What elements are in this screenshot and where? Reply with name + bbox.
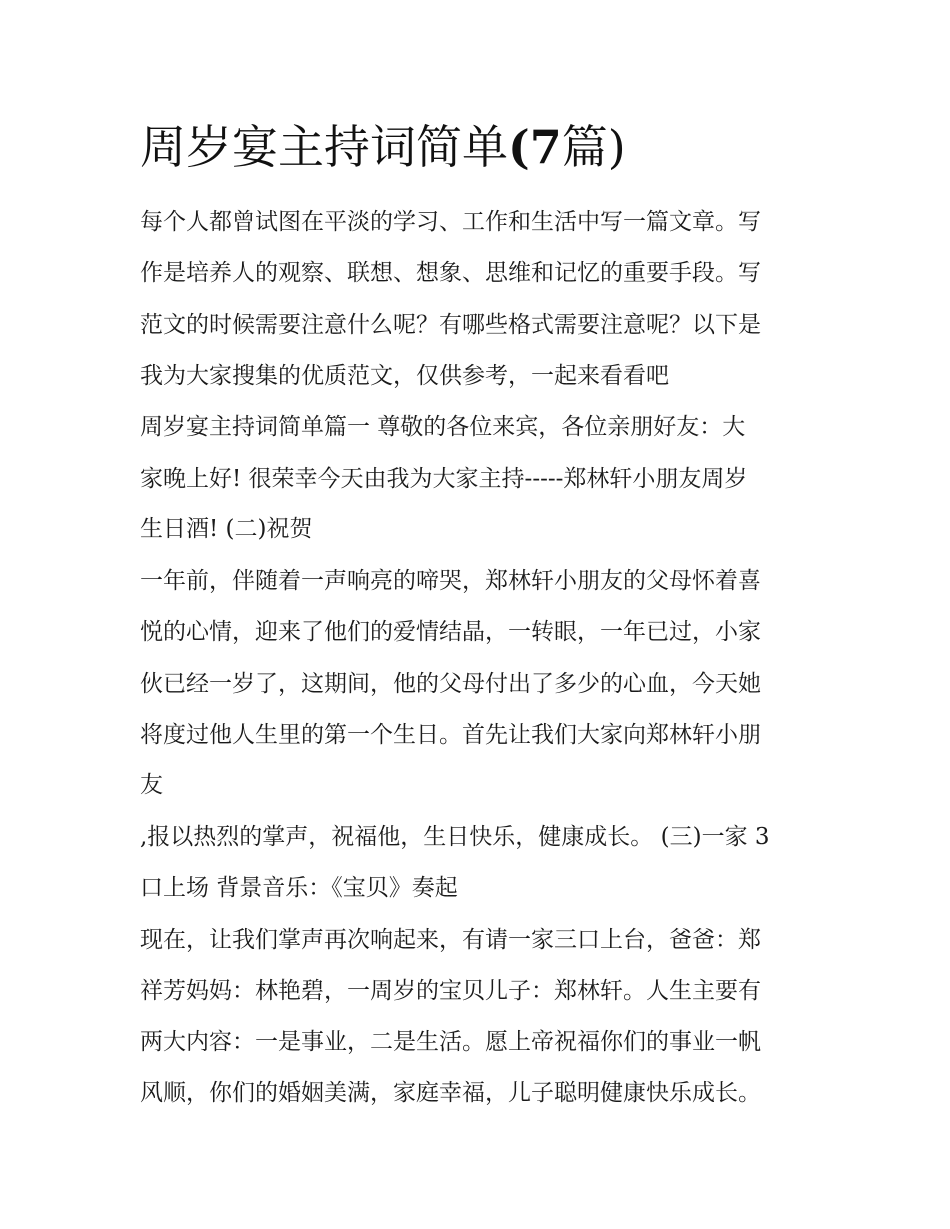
text-line-16: 祥芳妈妈：林艳碧，一周岁的宝贝儿子：郑林轩。人生主要有 [140, 978, 761, 1004]
text-line-6: 家晚上好! 很荣幸今天由我为大家主持-----郑林轩小朋友周岁 [140, 466, 748, 492]
text-line-1: 每个人都曾试图在平淡的学习、工作和生活中写一篇文章。写 [140, 209, 761, 235]
text-line-14: 口上场 背景音乐：《宝贝》奏起 [140, 875, 458, 901]
title-suffix: 篇) [561, 120, 626, 174]
title-prefix: 周岁宴主持词简单 [140, 120, 508, 174]
text-line-17: 两大内容：一是事业，二是生活。愿上帝祝福你们的事业一帆 [140, 1029, 761, 1055]
text-line-13: ,报以热烈的掌声，祝福他，生日快乐，健康成长。 (三)一家 3 [140, 824, 770, 850]
text-line-18: 风顺，你们的婚姻美满，家庭幸福，儿子聪明健康快乐成长。 [140, 1080, 761, 1106]
text-line-11: 将度过他人生里的第一个生日。首先让我们大家向郑林轩小朋 [140, 722, 761, 748]
text-line-7: 生日酒! (二)祝贺 [140, 516, 313, 542]
text-line-2: 作是培养人的观察、联想、想象、思维和记忆的重要手段。写 [140, 260, 761, 286]
text-line-3: 范文的时候需要注意什么呢？有哪些格式需要注意呢？以下是 [140, 312, 761, 338]
text-line-15: 现在，让我们掌声再次响起来，有请一家三口上台，爸爸：郑 [140, 927, 761, 953]
document-title [140, 117, 626, 177]
title-number: (7 [508, 120, 562, 174]
text-line-12: 友 [140, 772, 163, 798]
text-line-9: 悦的心情，迎来了他们的爱情结晶，一转眼，一年已过，小家 [140, 619, 761, 645]
text-line-10: 伙已经一岁了，这期间，他的父母付出了多少的心血，今天她 [140, 671, 761, 697]
text-line-5: 周岁宴主持词简单篇一 尊敬的各位来宾，各位亲朋好友：大 [140, 414, 746, 440]
text-line-4: 我为大家搜集的优质范文，仅供参考，一起来看看吧 [140, 363, 669, 389]
text-line-8: 一年前，伴随着一声响亮的啼哭，郑林轩小朋友的父母怀着喜 [140, 568, 761, 594]
